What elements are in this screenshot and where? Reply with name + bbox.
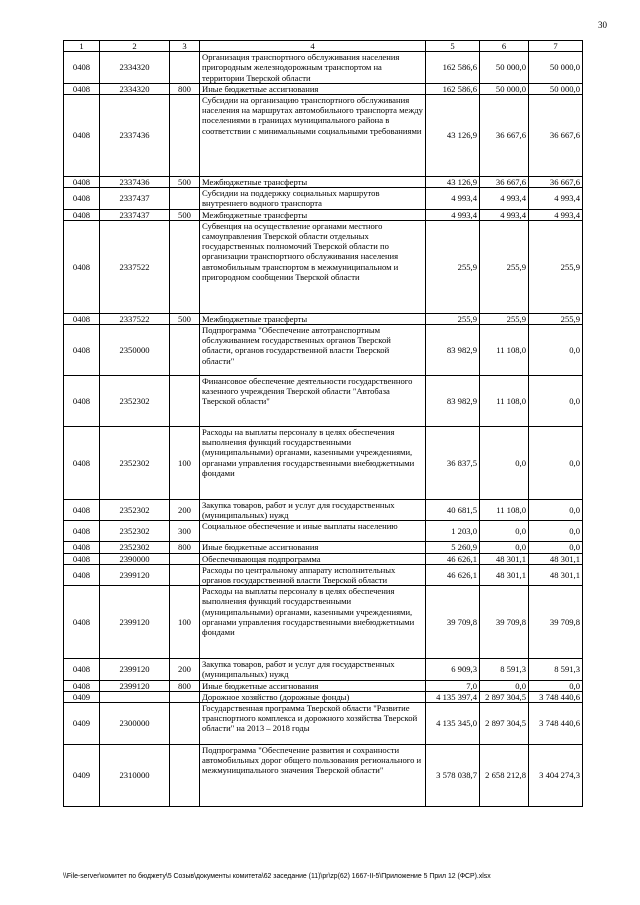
expense-type-cell xyxy=(170,220,200,313)
section-code-cell: 0408 xyxy=(64,177,100,188)
amount-year3-cell: 4 993,4 xyxy=(529,188,583,209)
description-cell: Подпрограмма "Обеспечение автотранспортным обслуживанием государственных органов Тверской области, органов государственной власти Тверской области" xyxy=(200,325,426,376)
table-row xyxy=(64,542,583,553)
amount-year2-cell: 4 993,4 xyxy=(480,209,529,220)
description-cell: Межбюджетные трансферты xyxy=(200,177,426,188)
amount-year3-cell: 48 301,1 xyxy=(529,553,583,564)
target-code-cell: 2337437 xyxy=(100,209,170,220)
expense-type-cell xyxy=(170,564,200,585)
section-code-cell: 0408 xyxy=(64,553,100,564)
target-code-cell: 2352302 xyxy=(100,376,170,427)
expense-type-cell xyxy=(170,95,200,177)
description-cell: Расходы по центральному аппарату исполнительных органов государственной власти Тверской области xyxy=(200,564,426,585)
amount-year2-cell: 11 108,0 xyxy=(480,500,529,521)
target-code-cell: 2399120 xyxy=(100,564,170,585)
table-row xyxy=(64,83,583,94)
amount-year2-cell: 48 301,1 xyxy=(480,553,529,564)
amount-year1-cell: 255,9 xyxy=(426,220,480,313)
description-cell: Субсидии на поддержку социальных маршрутов внутреннего водного транспорта xyxy=(200,188,426,209)
amount-year1-cell: 4 993,4 xyxy=(426,209,480,220)
expense-type-cell: 200 xyxy=(170,659,200,680)
target-code-cell: 2390000 xyxy=(100,553,170,564)
amount-year1-cell: 46 626,1 xyxy=(426,564,480,585)
amount-year1-cell: 4 135 345,0 xyxy=(426,703,480,745)
section-code-cell: 0408 xyxy=(64,586,100,659)
table-row xyxy=(64,95,583,177)
amount-year3-cell: 3 748 440,6 xyxy=(529,703,583,745)
section-code-cell: 0408 xyxy=(64,427,100,500)
table-row xyxy=(64,325,583,376)
description-cell: Социальное обеспечение и иные выплаты населению xyxy=(200,521,426,542)
amount-year1-cell: 4 135 397,4 xyxy=(426,691,480,702)
section-code-cell: 0408 xyxy=(64,500,100,521)
header-row xyxy=(64,41,583,52)
section-code-cell: 0409 xyxy=(64,691,100,702)
target-code-cell: 2337436 xyxy=(100,95,170,177)
description-cell: Расходы на выплаты персоналу в целях обеспечения выполнения функций государственными (муниципальными) органами, казенными учреждениями, органами управления государственными внебюджетными фондами xyxy=(200,427,426,500)
table-row xyxy=(64,500,583,521)
amount-year1-cell: 3 578 038,7 xyxy=(426,745,480,807)
target-code-cell xyxy=(100,691,170,702)
header-cell-7: 7 xyxy=(529,41,583,52)
amount-year2-cell: 11 108,0 xyxy=(480,376,529,427)
amount-year2-cell: 0,0 xyxy=(480,542,529,553)
section-code-cell: 0408 xyxy=(64,542,100,553)
expense-type-cell: 500 xyxy=(170,313,200,324)
header-cell-2: 2 xyxy=(100,41,170,52)
amount-year3-cell: 3 404 274,3 xyxy=(529,745,583,807)
amount-year2-cell: 50 000,0 xyxy=(480,52,529,84)
amount-year3-cell: 0,0 xyxy=(529,521,583,542)
table-row xyxy=(64,220,583,313)
section-code-cell: 0408 xyxy=(64,521,100,542)
table-row xyxy=(64,586,583,659)
description-cell: Субвенция на осуществление органами местного самоуправления Тверской области отдельных государственных полномочий Тверской области по организации транспортного обслуживания населения автомобильным транспортом в межмуниципальном и пригородном сообщении Тверской области xyxy=(200,220,426,313)
amount-year1-cell: 46 626,1 xyxy=(426,553,480,564)
amount-year2-cell: 0,0 xyxy=(480,521,529,542)
target-code-cell: 2334320 xyxy=(100,52,170,84)
amount-year2-cell: 4 993,4 xyxy=(480,188,529,209)
table-row xyxy=(64,691,583,702)
amount-year3-cell: 3 748 440,6 xyxy=(529,691,583,702)
amount-year3-cell: 39 709,8 xyxy=(529,586,583,659)
section-code-cell: 0408 xyxy=(64,188,100,209)
description-cell: Иные бюджетные ассигнования xyxy=(200,542,426,553)
target-code-cell: 2334320 xyxy=(100,83,170,94)
amount-year1-cell: 5 260,9 xyxy=(426,542,480,553)
section-code-cell: 0408 xyxy=(64,220,100,313)
description-cell: Иные бюджетные ассигнования xyxy=(200,680,426,691)
amount-year3-cell: 0,0 xyxy=(529,427,583,500)
table-row xyxy=(64,188,583,209)
target-code-cell: 2300000 xyxy=(100,703,170,745)
amount-year1-cell: 83 982,9 xyxy=(426,325,480,376)
header-cell-4: 4 xyxy=(200,41,426,52)
section-code-cell: 0408 xyxy=(64,95,100,177)
amount-year1-cell: 1 203,0 xyxy=(426,521,480,542)
target-code-cell: 2352302 xyxy=(100,500,170,521)
target-code-cell: 2310000 xyxy=(100,745,170,807)
amount-year2-cell: 2 897 304,5 xyxy=(480,703,529,745)
table-row xyxy=(64,564,583,585)
amount-year1-cell: 255,9 xyxy=(426,313,480,324)
amount-year2-cell: 2 658 212,8 xyxy=(480,745,529,807)
file-path-footer: \\File-server\комитет по бюджету\5 Созыв\документы комитета\62 заседание (11)\pr\zp(62) 1667-II-5\Приложение 5 Прил 12 (ФСР).xlsx xyxy=(63,873,491,880)
table-row xyxy=(64,659,583,680)
section-code-cell: 0408 xyxy=(64,680,100,691)
amount-year2-cell: 36 667,6 xyxy=(480,95,529,177)
target-code-cell: 2352302 xyxy=(100,427,170,500)
amount-year2-cell: 39 709,8 xyxy=(480,586,529,659)
amount-year2-cell: 255,9 xyxy=(480,220,529,313)
expense-type-cell xyxy=(170,376,200,427)
amount-year2-cell: 11 108,0 xyxy=(480,325,529,376)
amount-year1-cell: 83 982,9 xyxy=(426,376,480,427)
amount-year3-cell: 0,0 xyxy=(529,376,583,427)
amount-year2-cell: 2 897 304,5 xyxy=(480,691,529,702)
table-row xyxy=(64,209,583,220)
target-code-cell: 2352302 xyxy=(100,521,170,542)
amount-year1-cell: 43 126,9 xyxy=(426,177,480,188)
amount-year3-cell: 48 301,1 xyxy=(529,564,583,585)
amount-year3-cell: 4 993,4 xyxy=(529,209,583,220)
table-row xyxy=(64,745,583,807)
amount-year2-cell: 255,9 xyxy=(480,313,529,324)
target-code-cell: 2337437 xyxy=(100,188,170,209)
expense-type-cell xyxy=(170,691,200,702)
section-code-cell: 0408 xyxy=(64,376,100,427)
description-cell: Организация транспортного обслуживания населения пригородным железнодорожным транспортом на территории Тверской области xyxy=(200,52,426,84)
target-code-cell: 2337522 xyxy=(100,313,170,324)
description-cell: Межбюджетные трансферты xyxy=(200,313,426,324)
expense-type-cell xyxy=(170,52,200,84)
description-cell: Дорожное хозяйство (дорожные фонды) xyxy=(200,691,426,702)
section-code-cell: 0408 xyxy=(64,52,100,84)
header-cell-1: 1 xyxy=(64,41,100,52)
amount-year2-cell: 48 301,1 xyxy=(480,564,529,585)
target-code-cell: 2399120 xyxy=(100,586,170,659)
section-code-cell: 0409 xyxy=(64,703,100,745)
expense-type-cell: 300 xyxy=(170,521,200,542)
page-number: 30 xyxy=(598,20,607,30)
section-code-cell: 0408 xyxy=(64,564,100,585)
target-code-cell: 2352302 xyxy=(100,542,170,553)
target-code-cell: 2399120 xyxy=(100,680,170,691)
amount-year2-cell: 0,0 xyxy=(480,680,529,691)
section-code-cell: 0408 xyxy=(64,313,100,324)
description-cell: Обеспечивающая подпрограмма xyxy=(200,553,426,564)
amount-year1-cell: 43 126,9 xyxy=(426,95,480,177)
expense-type-cell: 800 xyxy=(170,83,200,94)
target-code-cell: 2337522 xyxy=(100,220,170,313)
description-cell: Межбюджетные трансферты xyxy=(200,209,426,220)
amount-year3-cell: 50 000,0 xyxy=(529,52,583,84)
section-code-cell: 0408 xyxy=(64,209,100,220)
amount-year1-cell: 162 586,6 xyxy=(426,83,480,94)
amount-year3-cell: 0,0 xyxy=(529,325,583,376)
expense-type-cell xyxy=(170,745,200,807)
header-cell-6: 6 xyxy=(480,41,529,52)
amount-year3-cell: 0,0 xyxy=(529,680,583,691)
amount-year3-cell: 255,9 xyxy=(529,313,583,324)
amount-year1-cell: 39 709,8 xyxy=(426,586,480,659)
amount-year1-cell: 40 681,5 xyxy=(426,500,480,521)
table-row xyxy=(64,680,583,691)
expense-type-cell: 500 xyxy=(170,209,200,220)
amount-year2-cell: 36 667,6 xyxy=(480,177,529,188)
description-cell: Закупка товаров, работ и услуг для государственных (муниципальных) нужд xyxy=(200,659,426,680)
expense-type-cell xyxy=(170,188,200,209)
section-code-cell: 0408 xyxy=(64,325,100,376)
section-code-cell: 0408 xyxy=(64,83,100,94)
expense-type-cell xyxy=(170,325,200,376)
amount-year1-cell: 36 837,5 xyxy=(426,427,480,500)
expense-type-cell: 100 xyxy=(170,427,200,500)
amount-year3-cell: 255,9 xyxy=(529,220,583,313)
expense-type-cell: 800 xyxy=(170,680,200,691)
amount-year3-cell: 36 667,6 xyxy=(529,95,583,177)
budget-table xyxy=(63,40,583,807)
amount-year2-cell: 50 000,0 xyxy=(480,83,529,94)
target-code-cell: 2399120 xyxy=(100,659,170,680)
amount-year1-cell: 7,0 xyxy=(426,680,480,691)
amount-year3-cell: 36 667,6 xyxy=(529,177,583,188)
header-cell-3: 3 xyxy=(170,41,200,52)
description-cell: Финансовое обеспечение деятельности государственного казенного учреждения Тверской области "Автобаза Тверской области" xyxy=(200,376,426,427)
amount-year1-cell: 4 993,4 xyxy=(426,188,480,209)
table-row xyxy=(64,376,583,427)
amount-year1-cell: 6 909,3 xyxy=(426,659,480,680)
table-row xyxy=(64,521,583,542)
table-row xyxy=(64,52,583,84)
amount-year2-cell: 8 591,3 xyxy=(480,659,529,680)
expense-type-cell xyxy=(170,553,200,564)
table-row xyxy=(64,703,583,745)
section-code-cell: 0409 xyxy=(64,745,100,807)
section-code-cell: 0408 xyxy=(64,659,100,680)
target-code-cell: 2350000 xyxy=(100,325,170,376)
description-cell: Закупка товаров, работ и услуг для государственных (муниципальных) нужд xyxy=(200,500,426,521)
amount-year3-cell: 8 591,3 xyxy=(529,659,583,680)
expense-type-cell: 200 xyxy=(170,500,200,521)
target-code-cell: 2337436 xyxy=(100,177,170,188)
table-row xyxy=(64,553,583,564)
table-row xyxy=(64,177,583,188)
description-cell: Государственная программа Тверской области "Развитие транспортного комплекса и дорожного хозяйства Тверской области" на 2013 – 2018 годы xyxy=(200,703,426,745)
expense-type-cell: 500 xyxy=(170,177,200,188)
description-cell: Иные бюджетные ассигнования xyxy=(200,83,426,94)
amount-year3-cell: 0,0 xyxy=(529,542,583,553)
header-cell-5: 5 xyxy=(426,41,480,52)
table-row xyxy=(64,313,583,324)
expense-type-cell: 100 xyxy=(170,586,200,659)
table-row xyxy=(64,427,583,500)
amount-year3-cell: 50 000,0 xyxy=(529,83,583,94)
description-cell: Подпрограмма "Обеспечение развития и сохранности автомобильных дорог общего пользования регионального и межмуниципального значения Тверской области" xyxy=(200,745,426,807)
expense-type-cell xyxy=(170,703,200,745)
amount-year1-cell: 162 586,6 xyxy=(426,52,480,84)
amount-year2-cell: 0,0 xyxy=(480,427,529,500)
description-cell: Субсидии на организацию транспортного обслуживания населения на маршрутах автомобильного транспорта между поселениями в границах муниципального района в соответствии с минимальными социальными требованиями xyxy=(200,95,426,177)
expense-type-cell: 800 xyxy=(170,542,200,553)
amount-year3-cell: 0,0 xyxy=(529,500,583,521)
description-cell: Расходы на выплаты персоналу в целях обеспечения выполнения функций государственными (муниципальными) органами, казенными учреждениями, органами управления государственными внебюджетными фондами xyxy=(200,586,426,659)
